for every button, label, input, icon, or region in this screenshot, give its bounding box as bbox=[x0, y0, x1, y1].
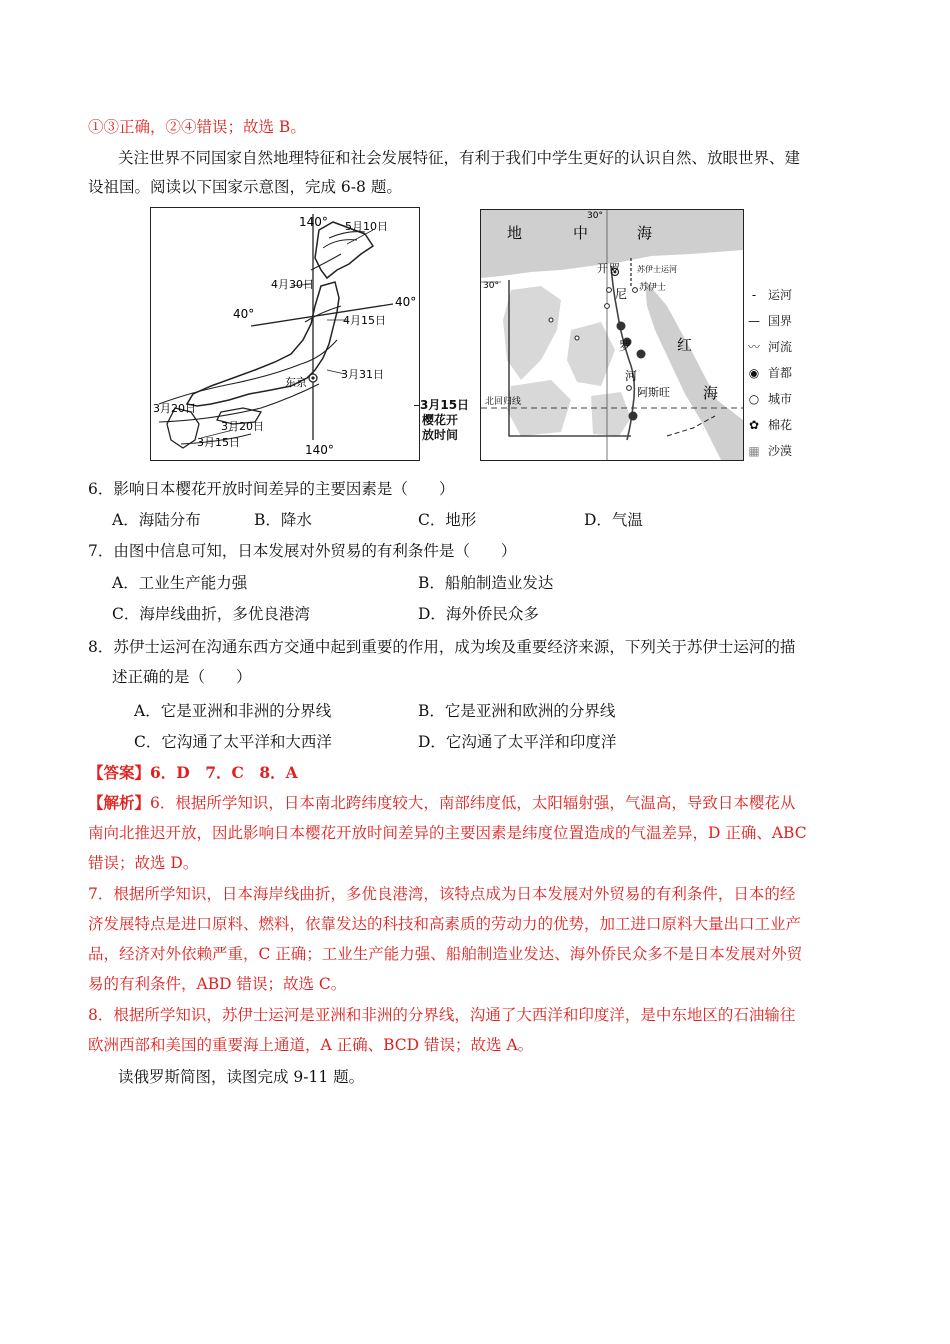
label-he: 河 bbox=[625, 369, 638, 383]
label-suez-canal: 苏伊士运河 bbox=[637, 265, 677, 274]
analysis-label: 【解析】 bbox=[88, 793, 151, 812]
label-lat40-right: 40° bbox=[395, 295, 417, 309]
label-lon140-bottom: 140° bbox=[305, 443, 334, 457]
analysis-6-line-3: 错误；故选 D。 bbox=[88, 854, 199, 872]
label-apr15: 4月15日 bbox=[343, 314, 386, 327]
label-ni: 尼 bbox=[615, 287, 628, 301]
label-lat40-left: 40° bbox=[233, 307, 255, 321]
canal-icon: - bbox=[751, 288, 757, 302]
cotton-icon: ✿ bbox=[748, 418, 760, 432]
question-8-option-c: C．它沟通了太平洋和大西洋 bbox=[134, 733, 332, 751]
desert-icon: ▦ bbox=[748, 444, 760, 458]
egypt-map bbox=[480, 209, 744, 461]
analysis-7-line-1: 7．根据所学知识，日本海岸线曲折，多优良港湾，该特点成为日本发展对外贸易的有利条件，日本的经 bbox=[88, 885, 796, 903]
legend-item-cotton: ✿ 棉花 bbox=[746, 416, 792, 433]
legend-item-border: — 国界 bbox=[748, 314, 793, 328]
question-8-stem-cont: 述正确的是（ ） bbox=[112, 668, 252, 686]
analysis-7-line-4: 易的有利条件，ABD 错误；故选 C。 bbox=[88, 975, 347, 993]
label-sea-hai: 海 bbox=[637, 224, 653, 242]
question-6-option-a: A．海陆分布 bbox=[112, 511, 201, 529]
label-kai: 开 bbox=[597, 262, 608, 275]
question-6-option-c: C．地形 bbox=[418, 511, 477, 529]
question-7-option-c: C．海岸线曲折，多优良港湾 bbox=[112, 605, 310, 623]
label-tokyo: 东京 bbox=[285, 376, 307, 389]
legend-item-river: 〰 河流 bbox=[747, 340, 793, 354]
label-lon140-top: 140° bbox=[299, 215, 328, 229]
question-8-option-d: D．它沟通了太平洋和印度洋 bbox=[418, 733, 617, 751]
legend-item-canal: -运河 bbox=[746, 286, 792, 303]
question-7-option-b: B．船舶制造业发达 bbox=[418, 574, 554, 592]
label-sea-zhong: 中 bbox=[573, 224, 589, 242]
next-section-intro: 读俄罗斯简图，读图完成 9-11 题。 bbox=[118, 1068, 365, 1086]
label-hai2: 海 bbox=[703, 384, 719, 402]
label-luo: 罗 bbox=[609, 262, 620, 275]
answer-text: 6．D 7．C 8．A bbox=[150, 763, 298, 782]
label-may10: 5月10日 bbox=[345, 220, 388, 233]
analysis-8-line-2: 欧洲西部和美国的重要海上通道，A 正确、BCD 错误；故选 A。 bbox=[88, 1036, 534, 1054]
japan-map-side-label bbox=[422, 398, 471, 443]
analysis-8-line-1: 8．根据所学知识，苏伊士运河是亚洲和非洲的分界线，沟通了大西洋和印度洋，是中东地区的石油输往 bbox=[88, 1006, 796, 1024]
legend-item-city: ○ 城市 bbox=[746, 390, 792, 407]
side-label-line2: 樱花开 bbox=[422, 413, 459, 427]
map-legend bbox=[746, 284, 826, 464]
answer-line bbox=[88, 762, 298, 784]
question-6-stem: 6．影响日本樱花开放时间差异的主要因素是（ ） bbox=[88, 480, 455, 498]
egypt-map-svg bbox=[481, 210, 743, 460]
japan-cherry-blossom-map bbox=[150, 207, 420, 461]
side-label-date: 3月15日 bbox=[420, 398, 470, 412]
analysis-6-line-1: 【解析】6．根据所学知识，日本南北跨纬度较大，南部纬度低，太阳辐射强，气温高，导致日本樱花从 bbox=[88, 793, 796, 812]
label-mar15: 3月15日 bbox=[197, 436, 240, 449]
answer-label: 【答案】 bbox=[88, 763, 151, 782]
city-icon: ○ bbox=[748, 392, 760, 406]
label-hong: 红 bbox=[677, 336, 693, 354]
question-7-stem: 7．由图中信息可知，日本发展对外贸易的有利条件是（ ） bbox=[88, 542, 517, 560]
question-8-option-a: A．它是亚洲和非洲的分界线 bbox=[134, 702, 332, 720]
label-sea-di: 地 bbox=[507, 224, 523, 242]
analysis-7-line-3: 品，经济对外依赖严重，C 正确；工业生产能力强、船舶制造业发达、海外侨民众多不是日本发展对外贸 bbox=[88, 945, 803, 963]
passage-line-2: 设祖国。阅读以下国家示意图，完成 6-8 题。 bbox=[88, 178, 402, 196]
label-tropic: 北回归线 bbox=[485, 397, 522, 407]
japan-map-svg bbox=[151, 208, 419, 460]
label-luo2: 罗 bbox=[619, 339, 632, 353]
question-7-option-d: D．海外侨民众多 bbox=[418, 605, 539, 623]
label-mar20-left: 3月20日 bbox=[153, 402, 196, 415]
border-icon: — bbox=[748, 314, 760, 328]
side-label-dash bbox=[414, 405, 420, 406]
question-8-stem: 8．苏伊士运河在沟通东西方交通中起到重要的作用，成为埃及重要经济来源，下列关于苏伊士运河的描 bbox=[88, 638, 796, 656]
passage-line-1: 关注世界不同国家自然地理特征和社会发展特征，有利于我们中学生更好的认识自然、放眼世界、建 bbox=[118, 149, 801, 167]
question-8-option-b: B．它是亚洲和欧洲的分界线 bbox=[418, 702, 616, 720]
label-mar31: 3月31日 bbox=[341, 368, 384, 381]
question-6-option-d: D．气温 bbox=[584, 511, 643, 529]
label-apr30: 4月30日 bbox=[271, 278, 314, 291]
legend-item-desert: ▦ 沙漠 bbox=[746, 442, 792, 459]
legend-item-capital: ◉ 首都 bbox=[746, 364, 792, 381]
analysis-7-line-2: 济发展特点是进口原料、燃料，依靠发达的科技和高素质的劳动力的优势，加工进口原料大量出口工业产 bbox=[88, 915, 802, 933]
label-lat30: 30° bbox=[483, 281, 499, 291]
river-icon: 〰 bbox=[747, 340, 760, 354]
capital-icon: ◉ bbox=[748, 366, 760, 380]
label-aswan: 阿斯旺 bbox=[637, 386, 670, 399]
label-suez: 苏伊士 bbox=[639, 283, 667, 293]
analysis-6-line-2: 南向北推迟开放，因此影响日本樱花开放时间差异的主要因素是纬度位置造成的气温差异，D 正确、ABC bbox=[88, 824, 807, 842]
label-mar20: 3月20日 bbox=[221, 420, 264, 433]
question-7-option-a: A．工业生产能力强 bbox=[112, 574, 248, 592]
previous-answer-line: ①③正确，②④错误；故选 B。 bbox=[88, 118, 306, 136]
side-label-line3: 放时间 bbox=[422, 428, 459, 442]
question-6-option-b: B．降水 bbox=[254, 511, 312, 529]
label-lon30: 30° bbox=[587, 211, 603, 221]
